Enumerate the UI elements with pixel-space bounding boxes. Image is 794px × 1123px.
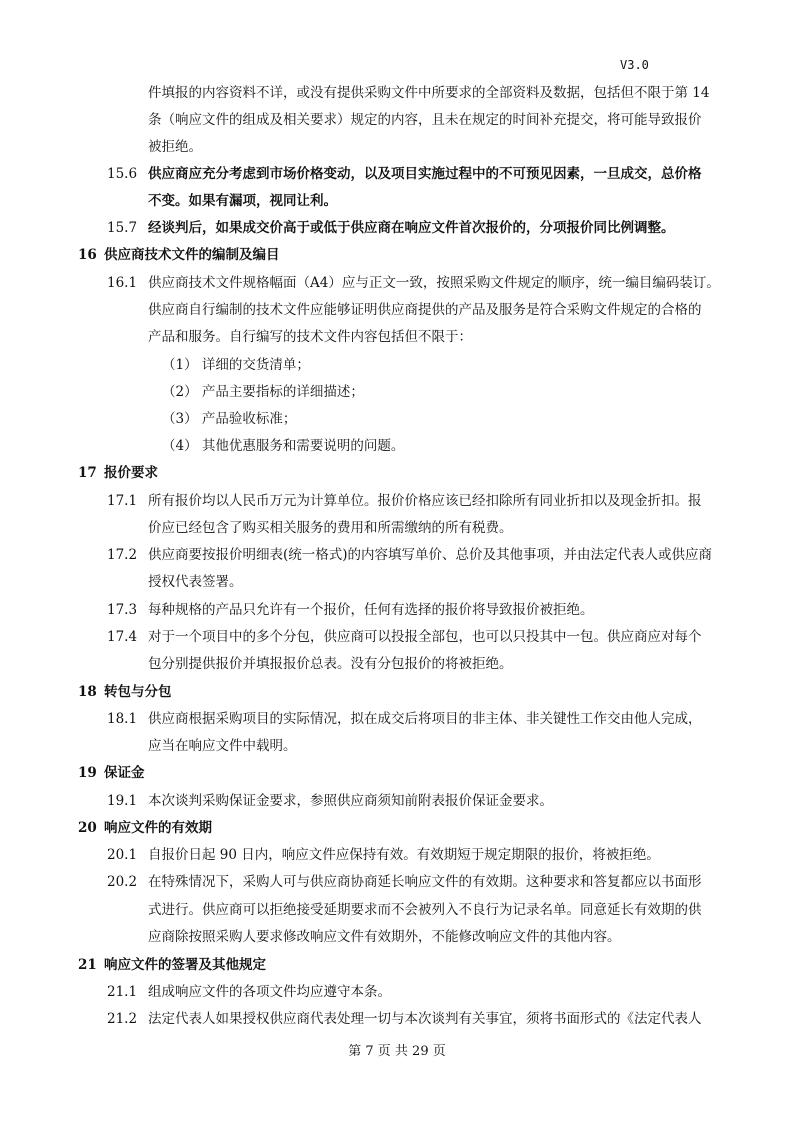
body-text-line: 供应商自行编制的技术文件应能够证明供应商提供的产品及服务是符合采购文件规定的合格的 — [148, 302, 702, 318]
body-text-line: 组成响应文件的各项文件均应遵守本条。 — [148, 984, 391, 1000]
version-label: V3.0 — [620, 58, 649, 72]
body-text-line: 供应商要按报价明细表(统一格式)的内容填写单价、总价及其他事项，并由法定代表人或供应商 — [148, 547, 713, 563]
section-heading: 响应文件的有效期 — [104, 820, 212, 836]
body-text-line: （1） 详细的交货清单； — [162, 357, 310, 373]
body-text-line: 式进行。供应商可以拒绝接受延期要求而不会被列入不良行为记录名单。同意延长有效期的供 — [148, 902, 702, 918]
section-number: 18 — [78, 684, 97, 700]
clause-number: 19.1 — [107, 793, 138, 809]
section-number: 19 — [78, 765, 97, 781]
section-number: 17 — [78, 465, 97, 481]
section-number: 20 — [78, 820, 97, 836]
body-text-line: 授权代表签署。 — [148, 574, 243, 590]
body-text-line: （3） 产品验收标准； — [162, 411, 297, 427]
body-text-line: 法定代表人如果授权供应商代表处理一切与本次谈判有关事宜，须将书面形式的《法定代表人 — [148, 1011, 702, 1027]
body-text-line: 产品和服务。自行编写的技术文件内容包括但不限于： — [148, 329, 472, 345]
clause-number: 16.1 — [107, 275, 138, 291]
body-text-line: 对于一个项目中的多个分包，供应商可以投报全部包，也可以只投其中一包。供应商应对每个 — [148, 629, 702, 645]
body-text-line: 在特殊情况下，采购人可与供应商协商延长响应文件的有效期。这种要求和答复都应以书面形 — [148, 874, 702, 890]
clause-number: 21.1 — [107, 984, 138, 1000]
body-text-line: （4） 其他优惠服务和需要说明的问题。 — [162, 438, 405, 454]
body-text-line: 件填报的内容资料不详，或没有提供采购文件中所要求的全部资料及数据，包括但不限于第 14 — [148, 85, 710, 101]
clause-number: 21.2 — [107, 1011, 138, 1027]
clause-number: 17.1 — [107, 493, 138, 509]
body-text-line: 自报价日起 90 日内，响应文件应保持有效。有效期短于规定期限的报价，将被拒绝。 — [148, 847, 660, 863]
clause-number: 20.2 — [107, 874, 138, 890]
section-heading: 供应商技术文件的编制及编目 — [104, 247, 280, 263]
body-text-line: 每种规格的产品只允许有一个报价，任何有选择的报价将导致报价被拒绝。 — [148, 602, 594, 618]
clause-number: 15.7 — [107, 220, 138, 236]
body-text-line: 应商除按照采购人要求修改响应文件有效期外，不能修改响应文件的其他内容。 — [148, 929, 621, 945]
body-text-line: 所有报价均以人民币万元为计算单位。报价价格应该已经扣除所有同业折扣以及现金折扣。报 — [148, 493, 702, 509]
body-text-line: 供应商根据采购项目的实际情况，拟在成交后将项目的非主体、非关键性工作交由他人完成， — [148, 711, 702, 727]
body-text-line: 供应商应充分考虑到市场价格变动，以及项目实施过程中的不可预见因素，一旦成交，总价格 — [148, 166, 702, 182]
section-heading: 保证金 — [104, 765, 145, 781]
clause-number: 15.6 — [107, 166, 138, 182]
clause-number: 18.1 — [107, 711, 138, 727]
clause-number: 17.2 — [107, 547, 138, 563]
clause-number: 17.4 — [107, 629, 138, 645]
body-text-line: 被拒绝。 — [148, 139, 202, 155]
section-number: 21 — [78, 957, 97, 973]
body-text-line: 本次谈判采购保证金要求，参照供应商须知前附表报价保证金要求。 — [148, 793, 553, 809]
section-heading: 转包与分包 — [104, 684, 172, 700]
body-text-line: 不变。如果有漏项，视同让利。 — [148, 193, 337, 209]
clause-number: 17.3 — [107, 602, 138, 618]
clause-number: 20.1 — [107, 847, 138, 863]
section-number: 16 — [78, 247, 97, 263]
body-text-line: 包分别提供报价并填报报价总表。没有分包报价的将被拒绝。 — [148, 656, 513, 672]
body-text-line: 条（响应文件的组成及相关要求）规定的内容，且未在规定的时间补充提交，将可能导致报价 — [148, 112, 702, 128]
body-text-line: 供应商技术文件规格幅面（A4）应与正文一致，按照采购文件规定的顺序，统一编目编码装订。 — [148, 275, 720, 291]
body-text-line: （2） 产品主要指标的详细描述； — [162, 384, 364, 400]
section-heading: 报价要求 — [104, 465, 158, 481]
body-text-line: 价应已经包含了购买相关服务的费用和所需缴纳的所有税费。 — [148, 520, 513, 536]
body-text-line: 应当在响应文件中载明。 — [148, 738, 297, 754]
section-heading: 响应文件的签署及其他规定 — [104, 957, 266, 973]
page-footer: 第 7 页 共 29 页 — [348, 1044, 446, 1059]
body-text-line: 经谈判后，如果成交价高于或低于供应商在响应文件首次报价的，分项报价同比例调整。 — [148, 220, 675, 236]
